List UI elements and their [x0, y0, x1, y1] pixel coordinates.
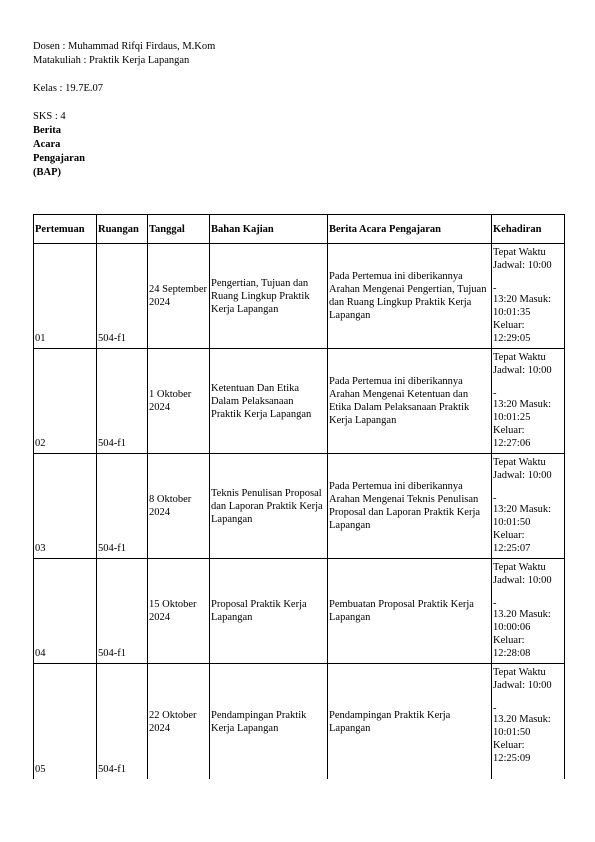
attendance-status: Tepat Waktu — [493, 457, 546, 468]
attendance-keluar-time: 12:25:09 — [493, 753, 531, 764]
cell-bahan-kajian: Pengertian, Tujuan dan Ruang Lingkup Praktik Kerja Lapangan — [210, 244, 328, 349]
column-header-bahan-kajian: Bahan Kajian — [210, 215, 328, 244]
spacer — [493, 272, 563, 285]
dosen-line: Dosen : Muhammad Rifqi Firdaus, M.Kom — [33, 41, 216, 52]
attendance-status: Tepat Waktu — [493, 352, 546, 363]
attendance-status: Tepat Waktu — [493, 667, 546, 678]
cell-pertemuan: 01 — [34, 244, 97, 349]
attendance-masuk-label: 13.20 Masuk: — [493, 714, 551, 725]
attendance-dash: - — [493, 598, 497, 609]
cell-kehadiran — [492, 244, 565, 349]
cell-berita-acara: Pada Pertemua ini diberikannya Arahan Mengenai Pengertian, Tujuan dan Ruang Lingkup Praktik Kerja Lapangan — [328, 244, 492, 349]
cell-bahan-kajian: Teknis Penulisan Proposal dan Laporan Praktik Kerja Lapangan — [210, 454, 328, 559]
attendance-schedule: Jadwal: 10:00 — [493, 260, 552, 271]
column-header-berita-acara: Berita Acara Pengajaran — [328, 215, 492, 244]
attendance-keluar-time: 12:29:05 — [493, 333, 531, 344]
attendance-masuk-time: 10:01:50 — [493, 727, 531, 738]
attendance-keluar-label: Keluar: — [493, 635, 525, 646]
attendance-schedule: Jadwal: 10:00 — [493, 365, 552, 376]
document-title-line: (BAP) — [33, 167, 61, 178]
attendance-schedule: Jadwal: 10:00 — [493, 680, 552, 691]
table-row — [34, 244, 565, 349]
cell-tanggal: 15 Oktober 2024 — [148, 559, 210, 664]
document-title-line: Pengajaran — [33, 153, 85, 164]
attendance-schedule: Jadwal: 10:00 — [493, 470, 552, 481]
document-title-line: Berita — [33, 125, 61, 136]
cell-kehadiran — [492, 454, 565, 559]
cell-ruangan: 504-f1 — [97, 349, 148, 454]
attendance-keluar-time: 12:28:08 — [493, 648, 531, 659]
cell-pertemuan: 04 — [34, 559, 97, 664]
cell-bahan-kajian: Pendampingan Praktik Kerja Lapangan — [210, 664, 328, 780]
bap-table — [33, 214, 565, 779]
attendance-schedule: Jadwal: 10:00 — [493, 575, 552, 586]
cell-bahan-kajian: Proposal Praktik Kerja Lapangan — [210, 559, 328, 664]
table-row — [34, 559, 565, 664]
attendance-keluar-time: 12:25:07 — [493, 543, 531, 554]
cell-pertemuan: 03 — [34, 454, 97, 559]
attendance-dash: - — [493, 703, 497, 714]
cell-berita-acara: Pada Pertemua ini diberikannya Arahan Mengenai Ketentuan dan Etika Dalam Pelaksanaan Praktik Kerja Lapangan — [328, 349, 492, 454]
attendance-masuk-label: 13.20 Masuk: — [493, 609, 551, 620]
attendance-status: Tepat Waktu — [493, 247, 546, 258]
cell-tanggal: 22 Oktober 2024 — [148, 664, 210, 780]
cell-tanggal: 24 September 2024 — [148, 244, 210, 349]
column-header-pertemuan: Pertemuan — [34, 215, 97, 244]
spacer — [33, 96, 215, 110]
sks-line: SKS : 4 — [33, 111, 66, 122]
attendance-dash: - — [493, 388, 497, 399]
cell-kehadiran — [492, 349, 565, 454]
cell-kehadiran — [492, 664, 565, 780]
cell-ruangan: 504-f1 — [97, 454, 148, 559]
column-header-tanggal: Tanggal — [148, 215, 210, 244]
attendance-masuk-time: 10:01:25 — [493, 412, 531, 423]
cell-bahan-kajian: Ketentuan Dan Etika Dalam Pelaksanaan Praktik Kerja Lapangan — [210, 349, 328, 454]
document-title-line: Acara — [33, 139, 61, 150]
cell-berita-acara: Pendampingan Praktik Kerja Lapangan — [328, 664, 492, 780]
spacer — [493, 587, 563, 600]
attendance-masuk-time: 10:01:50 — [493, 517, 531, 528]
attendance-masuk-label: 13:20 Masuk: — [493, 294, 552, 305]
table-row — [34, 349, 565, 454]
column-header-kehadiran: Kehadiran — [492, 215, 565, 244]
spacer — [493, 482, 563, 495]
cell-kehadiran — [492, 559, 565, 664]
attendance-keluar-label: Keluar: — [493, 425, 525, 436]
cell-berita-acara: Pembuatan Proposal Praktik Kerja Lapangan — [328, 559, 492, 664]
attendance-keluar-time: 12:27:06 — [493, 438, 531, 449]
kelas-line: Kelas : 19.7E.07 — [33, 83, 103, 94]
cell-pertemuan: 02 — [34, 349, 97, 454]
cell-ruangan: 504-f1 — [97, 244, 148, 349]
table-row — [34, 664, 565, 780]
attendance-keluar-label: Keluar: — [493, 530, 525, 541]
attendance-keluar-label: Keluar: — [493, 320, 525, 331]
cell-berita-acara: Pada Pertemua ini diberikannya Arahan Mengenai Teknis Penulisan Proposal dan Laporan Praktik Kerja Lapangan — [328, 454, 492, 559]
cell-ruangan: 504-f1 — [97, 559, 148, 664]
document-header — [33, 40, 215, 180]
attendance-masuk-time: 10:01:35 — [493, 307, 531, 318]
attendance-status: Tepat Waktu — [493, 562, 546, 573]
attendance-dash: - — [493, 283, 497, 294]
attendance-masuk-label: 13:20 Masuk: — [493, 504, 552, 515]
column-header-ruangan: Ruangan — [97, 215, 148, 244]
attendance-keluar-label: Keluar: — [493, 740, 525, 751]
matakuliah-line: Matakuliah : Praktik Kerja Lapangan — [33, 55, 190, 66]
cell-ruangan: 504-f1 — [97, 664, 148, 780]
attendance-masuk-time: 10:00:06 — [493, 622, 531, 633]
attendance-masuk-label: 13:20 Masuk: — [493, 399, 552, 410]
spacer — [493, 692, 563, 705]
spacer — [493, 377, 563, 390]
cell-tanggal: 1 Oktober 2024 — [148, 349, 210, 454]
cell-pertemuan: 05 — [34, 664, 97, 780]
attendance-dash: - — [493, 493, 497, 504]
table-row — [34, 454, 565, 559]
cell-tanggal: 8 Oktober 2024 — [148, 454, 210, 559]
spacer — [33, 68, 215, 82]
table-header-row — [34, 215, 565, 244]
